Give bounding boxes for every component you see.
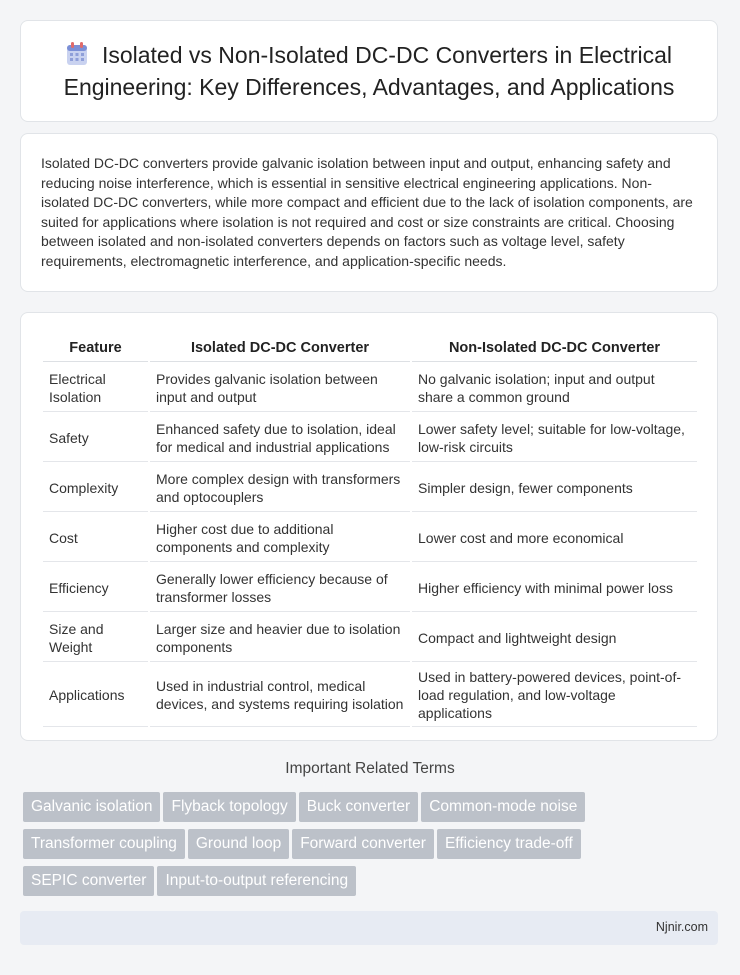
feature-cell: Efficiency bbox=[43, 564, 148, 612]
footer bbox=[20, 911, 718, 945]
header-feature: Feature bbox=[43, 335, 148, 362]
related-term-tag[interactable]: Galvanic isolation bbox=[23, 792, 160, 822]
isolated-cell: More complex design with transformers and optocouplers bbox=[150, 464, 410, 512]
table-row bbox=[43, 414, 697, 462]
feature-cell: Electrical Isolation bbox=[43, 364, 148, 412]
feature-cell: Size and Weight bbox=[43, 614, 148, 662]
table-row bbox=[43, 614, 697, 662]
related-term-tag[interactable]: Transformer coupling bbox=[23, 829, 185, 859]
table-header-row bbox=[43, 335, 697, 362]
related-term-tag[interactable]: Common-mode noise bbox=[421, 792, 585, 822]
related-terms-list bbox=[23, 792, 723, 903]
header-isolated: Isolated DC-DC Converter bbox=[150, 335, 410, 362]
feature-cell: Complexity bbox=[43, 464, 148, 512]
related-term-tag[interactable]: Buck converter bbox=[299, 792, 418, 822]
isolated-cell: Enhanced safety due to isolation, ideal for medical and industrial applications bbox=[150, 414, 410, 462]
table-row bbox=[43, 664, 697, 727]
non-isolated-cell: Simpler design, fewer components bbox=[412, 464, 697, 512]
table-row bbox=[43, 514, 697, 562]
feature-cell: Applications bbox=[43, 664, 148, 727]
related-term-tag[interactable]: SEPIC converter bbox=[23, 866, 154, 896]
title-card bbox=[20, 20, 718, 122]
isolated-cell: Larger size and heavier due to isolation components bbox=[150, 614, 410, 662]
related-term-tag[interactable]: Input-to-output referencing bbox=[157, 866, 356, 896]
isolated-cell: Provides galvanic isolation between input and output bbox=[150, 364, 410, 412]
comparison-table bbox=[41, 333, 699, 729]
non-isolated-cell: Lower safety level; suitable for low-voltage, low-risk circuits bbox=[412, 414, 697, 462]
related-term-tag[interactable]: Forward converter bbox=[292, 829, 434, 859]
table-card bbox=[20, 312, 718, 741]
related-term-tag[interactable]: Efficiency trade-off bbox=[437, 829, 581, 859]
feature-cell: Safety bbox=[43, 414, 148, 462]
header-non-isolated: Non-Isolated DC-DC Converter bbox=[412, 335, 697, 362]
non-isolated-cell: Lower cost and more economical bbox=[412, 514, 697, 562]
page-title bbox=[44, 41, 694, 102]
related-terms-title: Important Related Terms bbox=[285, 760, 455, 777]
related-term-tag[interactable]: Flyback topology bbox=[163, 792, 295, 822]
table-row bbox=[43, 564, 697, 612]
non-isolated-cell: Higher efficiency with minimal power loss bbox=[412, 564, 697, 612]
intro-card bbox=[20, 133, 718, 292]
table-row bbox=[43, 464, 697, 512]
table-row bbox=[43, 364, 697, 412]
isolated-cell: Generally lower efficiency because of transformer losses bbox=[150, 564, 410, 612]
non-isolated-cell: Used in battery-powered devices, point-of-load regulation, and low-voltage applications bbox=[412, 664, 697, 727]
intro-paragraph: Isolated DC-DC converters provide galvanic isolation between input and output, enhancing safety and reducing noise interference, which is essential in sensitive electrical engineering applications. Non-isolated DC-DC converters, while more compact and efficient due to the lack of isolation components, are suited for applications where isolation is not required and cost or size constraints are critical. Choosing between isolated and non-isolated converters depends on factors such as voltage level, safety requirements, electromagnetic interference, and application-specific needs. bbox=[41, 155, 693, 269]
non-isolated-cell: Compact and lightweight design bbox=[412, 614, 697, 662]
related-term-tag[interactable]: Ground loop bbox=[188, 829, 289, 859]
isolated-cell: Higher cost due to additional components and complexity bbox=[150, 514, 410, 562]
non-isolated-cell: No galvanic isolation; input and output share a common ground bbox=[412, 364, 697, 412]
footer-site[interactable]: Njnir.com bbox=[655, 920, 708, 934]
page-title-text: Isolated vs Non-Isolated DC-DC Converters in Electrical Engineering: Key Differences, Advantages, and Applications bbox=[63, 41, 675, 100]
isolated-cell: Used in industrial control, medical devices, and systems requiring isolation bbox=[150, 664, 410, 727]
feature-cell: Cost bbox=[43, 514, 148, 562]
calendar-icon bbox=[66, 42, 88, 73]
